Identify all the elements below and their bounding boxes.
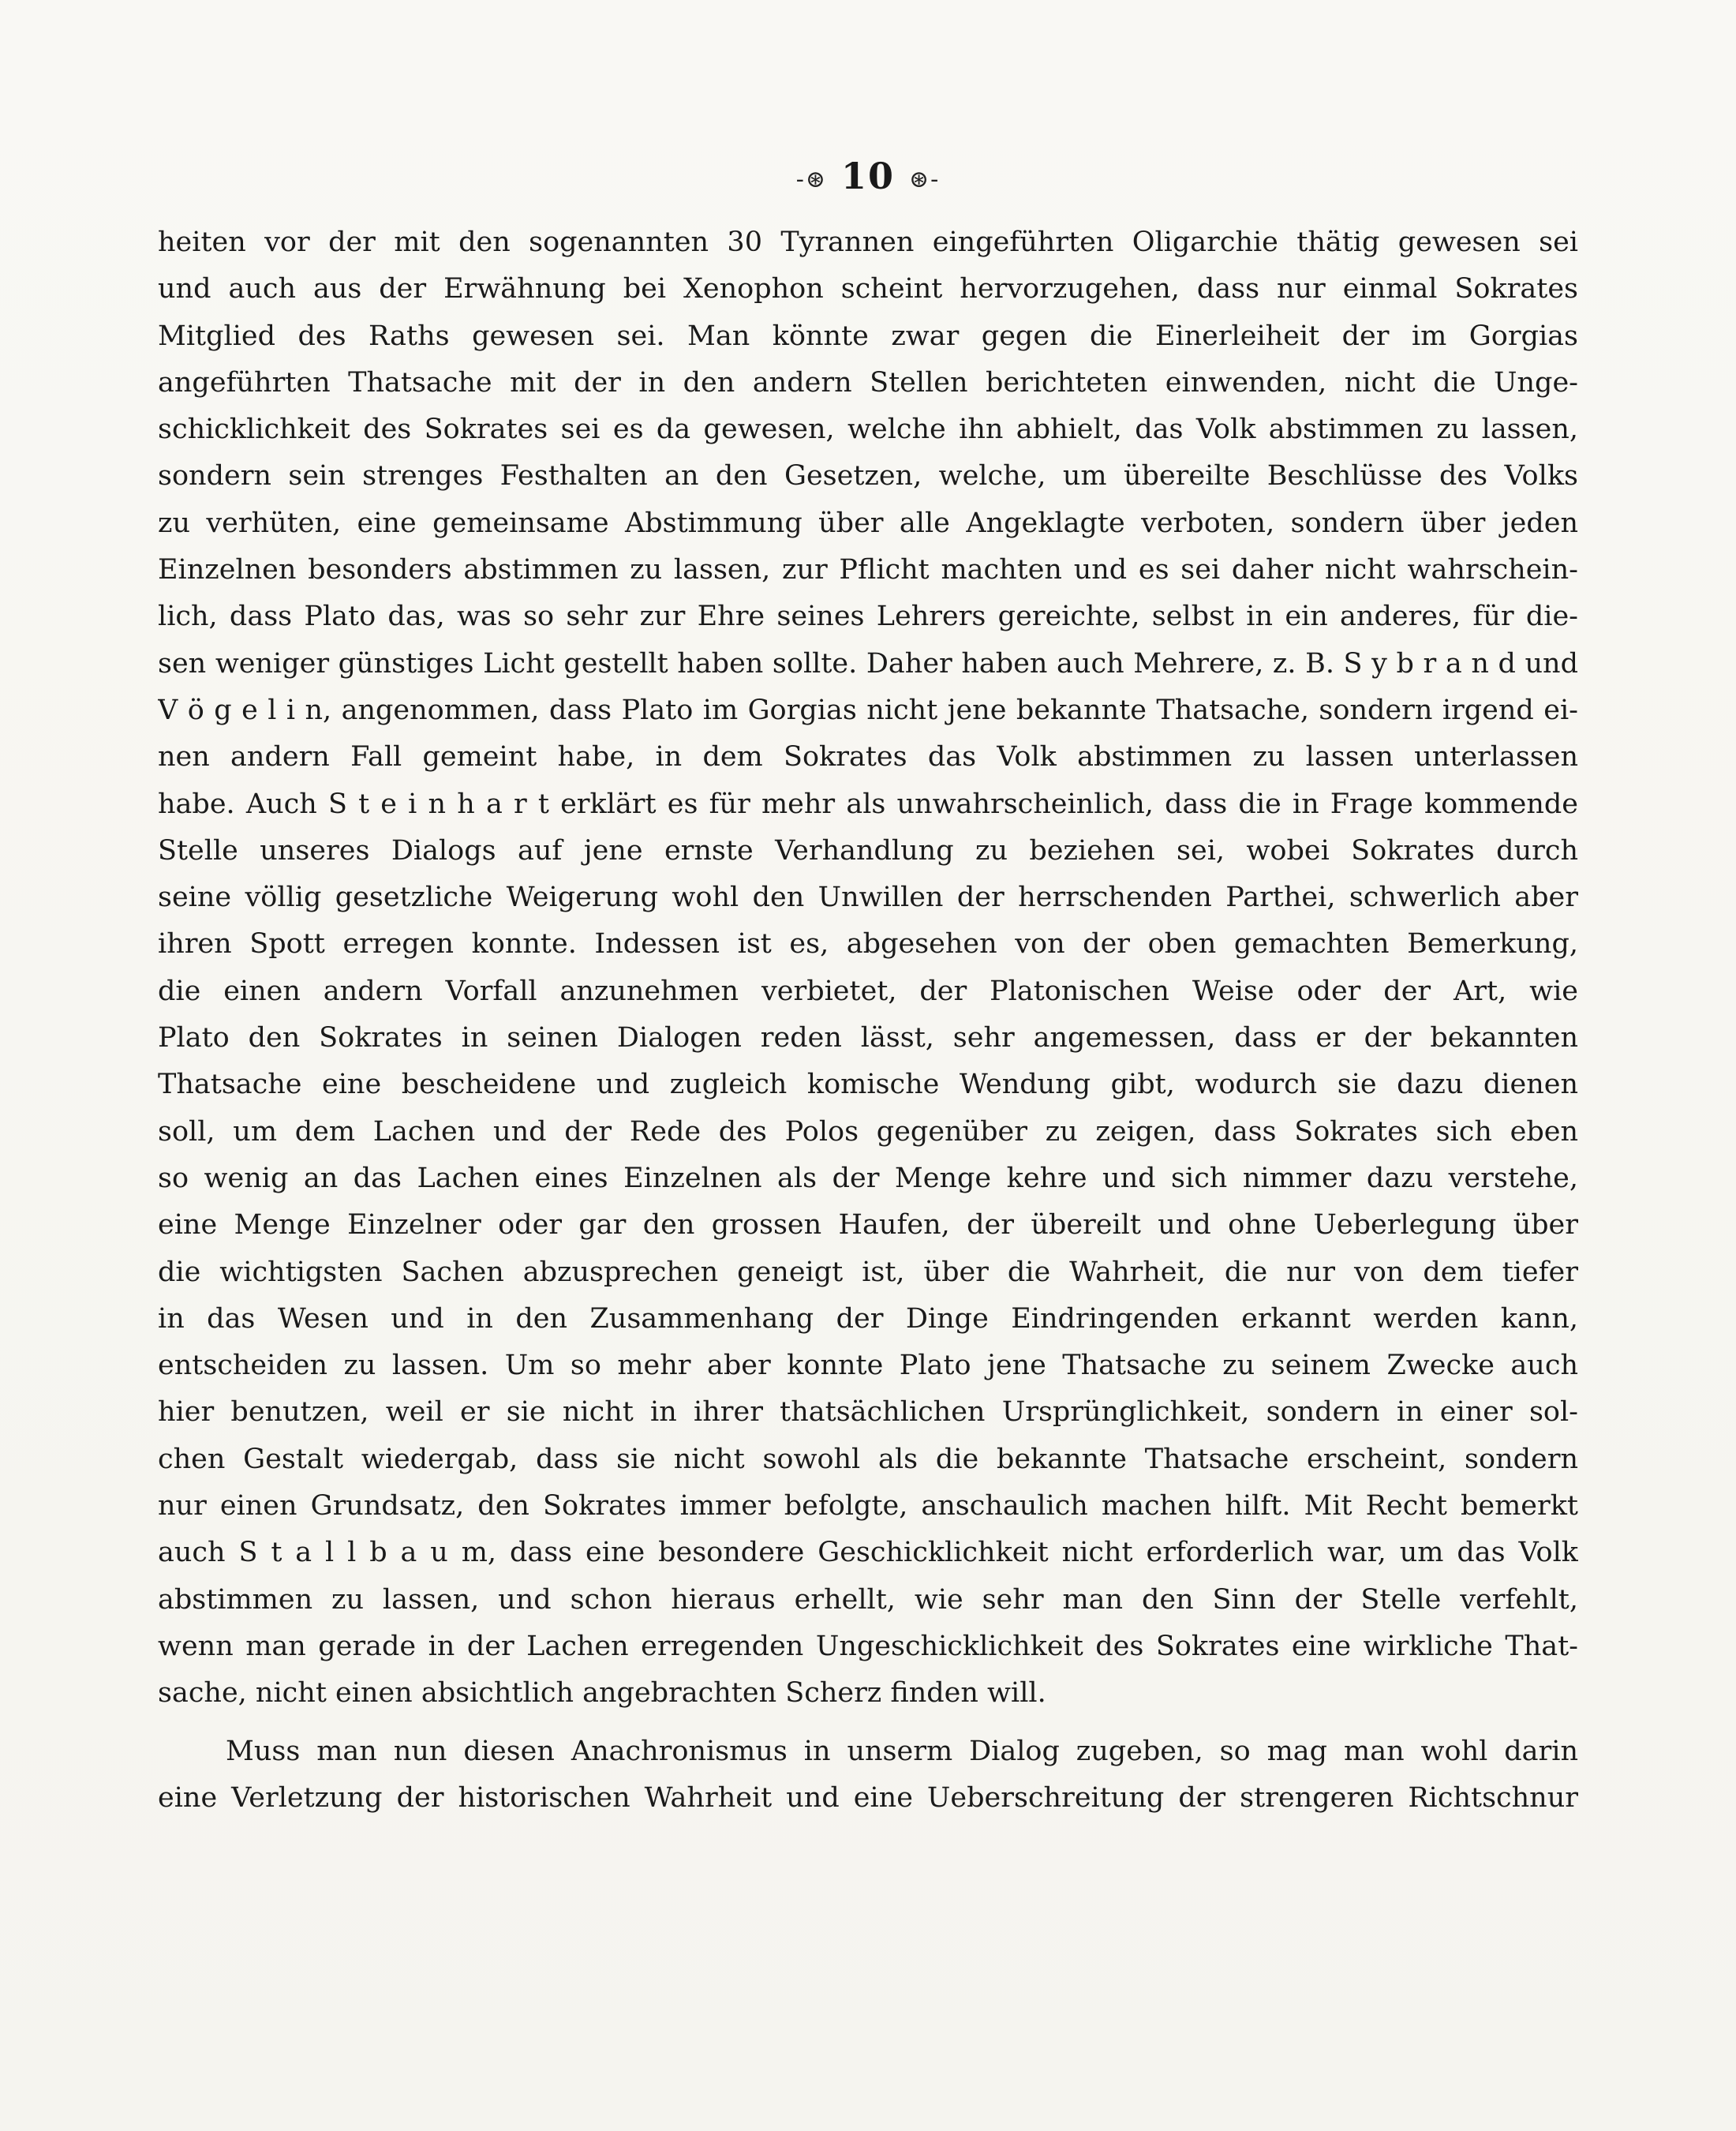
text-line: und auch aus der Erwähnung bei Xenophon scheint hervorzugehen, dass nur einmal Sokrates: [158, 273, 1578, 305]
text-line: Einzelnen besonders abstimmen zu lassen, zur Pflicht machten und es sei daher nicht wahrschein-: [158, 554, 1578, 586]
text-line: seine völlig gesetzliche Weigerung wohl den Unwillen der herrschenden Parthei, schwerlich aber: [158, 882, 1578, 914]
text-line: V ö g e l i n, angenommen, dass Plato im Gorgias nicht jene bekannte Thatsache, sondern irgend ei-: [158, 694, 1578, 726]
text-line: soll, um dem Lachen und der Rede des Polos gegenüber zu zeigen, dass Sokrates sich eben: [158, 1115, 1578, 1148]
text-line: sondern sein strenges Festhalten an den Gesetzen, welche, um übereilte Beschlüsse des Volks: [158, 460, 1578, 492]
text-line: eine Menge Einzelner oder gar den grossen Haufen, der übereilt und ohne Ueberlegung über: [158, 1209, 1578, 1242]
page-number: 10: [840, 155, 895, 197]
text-line: wenn man gerade in der Lachen erregenden Ungeschicklichkeit des Sokrates eine wirkliche That-: [158, 1630, 1578, 1662]
text-line: die wichtigsten Sachen abzusprechen geneigt ist, über die Wahrheit, die nur von dem tiefer: [158, 1256, 1578, 1288]
text-line: ihren Spott erregen konnte. Indessen ist es, abgesehen von der oben gemachten Bemerkung,: [158, 928, 1578, 961]
paragraph-start-line: Muss man nun diesen Anachronismus in unserm Dialog zugeben, so mag man wohl darin: [226, 1735, 1578, 1767]
text-line: abstimmen zu lassen, und schon hieraus erhellt, wie sehr man den Sinn der Stelle verfehlt,: [158, 1583, 1578, 1616]
text-line: in das Wesen und in den Zusammenhang der Dinge Eindringenden erkannt werden kann,: [158, 1302, 1578, 1335]
text-line: eine Verletzung der historischen Wahrheit und eine Ueberschreitung der strengeren Richtschnur: [158, 1781, 1578, 1814]
text-line: angeführten Thatsache mit der in den andern Stellen berichteten einwenden, nicht die Unge-: [158, 366, 1578, 399]
text-line: lich, dass Plato das, was so sehr zur Ehre seines Lehrers gereichte, selbst in ein anderes, für die-: [158, 601, 1578, 633]
text-line: schicklichkeit des Sokrates sei es da gewesen, welche ihn abhielt, das Volk abstimmen zu lassen,: [158, 414, 1578, 446]
text-line: Mitglied des Raths gewesen sei. Man könnte zwar gegen die Einerleiheit der im Gorgias: [158, 320, 1578, 352]
text-line: habe. Auch S t e i n h a r t erklärt es für mehr als unwahrscheinlich, dass die in Frage kommende: [158, 788, 1578, 820]
text-line: die einen andern Vorfall anzunehmen verbietet, der Platonischen Weise oder der Art, wie: [158, 975, 1578, 1007]
body-text: [158, 219, 1578, 1822]
text-line: nur einen Grundsatz, den Sokrates immer befolgte, anschaulich machen hilft. Mit Recht bemerkt: [158, 1490, 1578, 1522]
text-line: nen andern Fall gemeint habe, in dem Sokrates das Volk abstimmen zu lassen unterlassen: [158, 741, 1578, 773]
text-line: entscheiden zu lassen. Um so mehr aber konnte Plato jene Thatsache zu seinem Zwecke auch: [158, 1350, 1578, 1382]
paragraph-end-line: sache, nicht einen absichtlich angebrachten Scherz finden will.: [158, 1677, 1046, 1710]
text-line: Thatsache eine bescheidene und zugleich komische Wendung gibt, wodurch sie dazu dienen: [158, 1069, 1578, 1101]
text-line: sen weniger günstiges Licht gestellt haben sollte. Daher haben auch Mehrere, z. B. S y b r a n d und: [158, 647, 1578, 680]
text-line: hier benutzen, weil er sie nicht in ihrer thatsächlichen Ursprünglichkeit, sondern in einer sol-: [158, 1396, 1578, 1429]
text-line: Stelle unseres Dialogs auf jene ernste Verhandlung zu beziehen sei, wobei Sokrates durch: [158, 834, 1578, 867]
ornament-left: -⊛: [795, 165, 827, 193]
ornament-right: ⊛-: [909, 165, 941, 193]
text-line: auch S t a l l b a u m, dass eine besondere Geschicklichkeit nicht erforderlich war, um das Volk: [158, 1537, 1578, 1569]
text-line: zu verhüten, eine gemeinsame Abstimmung über alle Angeklagte verboten, sondern über jeden: [158, 507, 1578, 539]
page-header: [0, 155, 1736, 197]
text-line: chen Gestalt wiedergab, dass sie nicht sowohl als die bekannte Thatsache erscheint, sondern: [158, 1443, 1578, 1475]
text-line: so wenig an das Lachen eines Einzelnen als der Menge kehre und sich nimmer dazu verstehe,: [158, 1162, 1578, 1194]
text-line: heiten vor der mit den sogenannten 30 Tyrannen eingeführten Oligarchie thätig gewesen sei: [158, 227, 1578, 258]
text-line: Plato den Sokrates in seinen Dialogen reden lässt, sehr angemessen, dass er der bekannten: [158, 1022, 1578, 1054]
